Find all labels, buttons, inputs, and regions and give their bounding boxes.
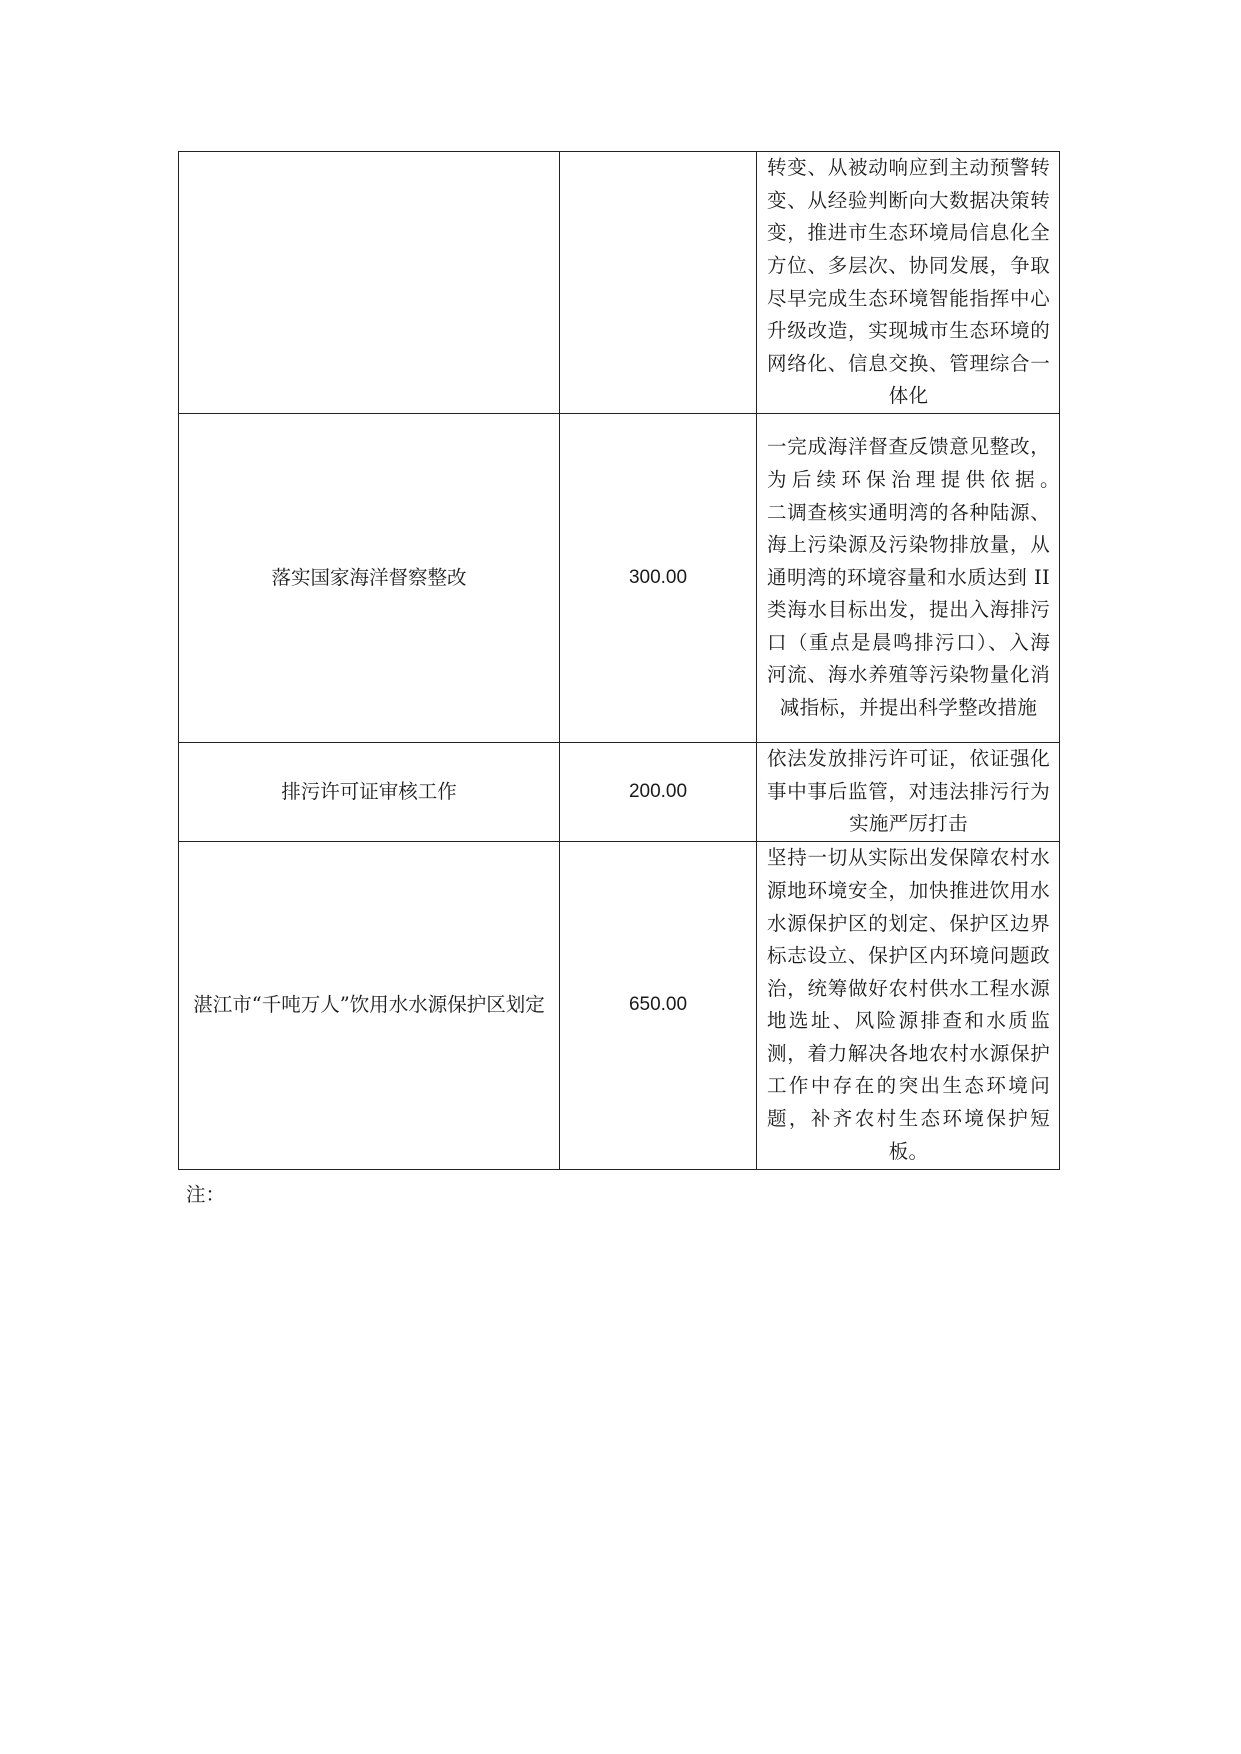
amount-cell: 650.00 (560, 841, 757, 1169)
content-cell: 转变、从被动响应到主动预警转变、从经验判断向大数据决策转变，推进市生态环境局信息化全方位、多层次、协同发展，争取尽早完成生态环境智能指挥中心升级改造，实现城市生态环境的网络化、信息交换、管理综合一体化 (757, 152, 1060, 414)
note-label: 注： (186, 1183, 226, 1206)
table-row (179, 152, 1060, 414)
project-table (178, 151, 1090, 1170)
project-name-cell: 排污许可证审核工作 (179, 743, 560, 842)
table-row (179, 841, 1060, 1169)
amount-cell: 200.00 (560, 743, 757, 842)
table-row (179, 414, 1060, 743)
project-name-cell (179, 152, 560, 414)
content-cell: 坚持一切从实际出发保障农村水源地环境安全，加快推进饮用水水源保护区的划定、保护区边界标志设立、保护区内环境问题政治，统筹做好农村供水工程水源地选址、风险源排查和水质监测，着力解决各地农村水源保护工作中存在的突出生态环境问题，补齐农村生态环境保护短板。 (757, 841, 1060, 1169)
project-name-cell: 落实国家海洋督察整改 (179, 414, 560, 743)
content-cell: 一完成海洋督查反馈意见整改，为后续环保治理提供依据。 二调查核实通明湾的各种陆源、海上污染源及污染物排放量，从通明湾的环境容量和水质达到 II 类海水目标出发，提出入海排污口（重点是晨鸣排污口）、入海河流、海水养殖等污染物量化消减指标，并提出科学整改措施 (757, 414, 1060, 743)
content-cell: 依法发放排污许可证，依证强化事中事后监管，对违法排污行为实施严厉打击 (757, 743, 1060, 842)
table-row (179, 743, 1060, 842)
amount-cell (560, 152, 757, 414)
amount-cell: 300.00 (560, 414, 757, 743)
project-name-cell: 湛江市“千吨万人”饮用水水源保护区划定 (179, 841, 560, 1169)
